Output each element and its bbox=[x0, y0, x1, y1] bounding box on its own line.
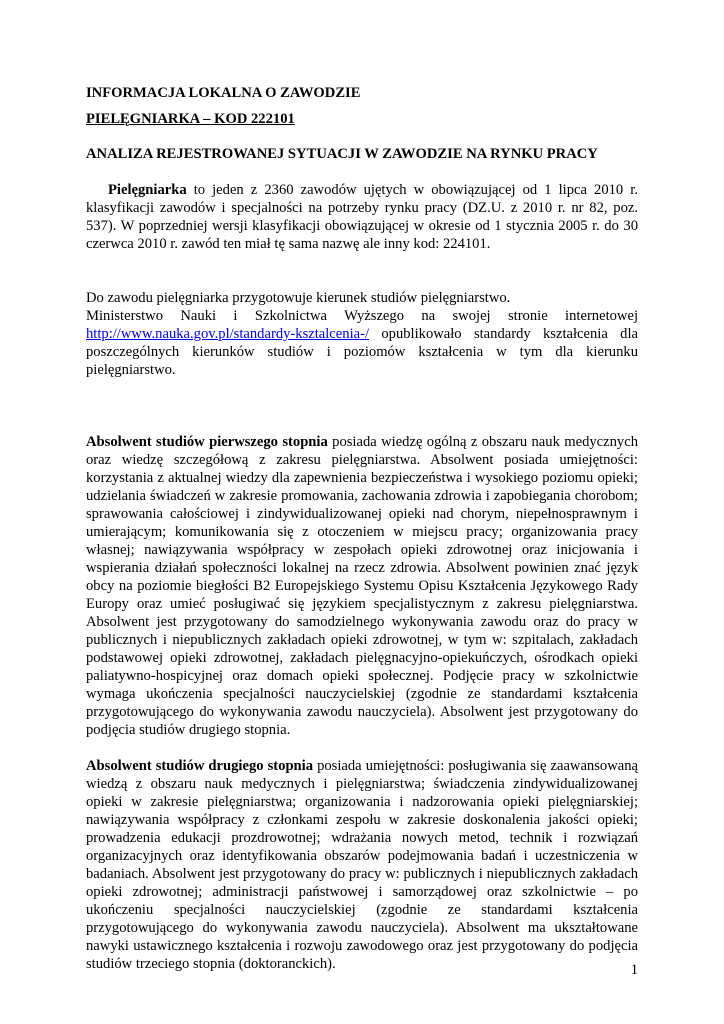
ministry-text-continued: opublikowało standardy kształcenia dla poszczególnych kierunków studiów i poziomów kształcenia w tym dla kierunku pielęgniarstwo. bbox=[86, 326, 638, 378]
document-title: INFORMACJA LOKALNA O ZAWODZIE bbox=[86, 85, 361, 101]
intro-text: to jeden z 2360 zawodów ujętych w obowiązującej od 1 lipca 2010 r. klasyfikacji zawodów i specjalności na potrzeby rynku pracy (DZ.U. z 2010 r. nr 82, poz. 537). W poprzedniej wersji klasyfikacji obowiązującej w okresie od 1 stycznia 2005 r. do 30 czerwca 2010 r. zawód ten miał tę sama nazwę ale inny kod: 224101. bbox=[86, 182, 638, 252]
first-degree-text: posiada wiedzę ogólną z obszaru nauk medycznych oraz wiedzę szczegółową z zakresu pielęgniarstwa. Absolwent posiada umiejętności: korzystania z aktualnej wiedzy dla zapewnienia bezpieczeństwa i wysokiego poziomu opieki; udzielania świadczeń w zakresie promowania, zachowania zdrowia i zapobiegania chorobom; sprawowania całościowej i zindywidualizowanej opieki nad chorym, niepełnosprawnym i umierającym; komunikowania się z otoczeniem w miejscu pracy; organizowania pracy własnej; nawiązywania współpracy w zespołach opieki zdrowotnej oraz inicjowania i wspierania działań społeczności lokalnej na rzecz zdrowia. Absolwent powinien znać język obcy na poziomie biegłości B2 Europejskiego Systemu Opisu Kształcenia Językowego Rady Europy oraz umieć posługiwać się językiem specjalistycznym z zakresu pielęgniarstwa. Absolwent jest przygotowany do samodzielnego wykonywania zawodu oraz do pracy w publicznych i niepublicznych zakładach opieki zdrowotnej, w tym w: szpitalach, zakładach podstawowej opieki zdrowotnej, zakładach pielęgnacyjno-opiekuńczych, ośrodkach opieki paliatywno-hospicyjnej oraz domach opieki społecznej. Podjęcie pracy w szkolnictwie wymaga ukończenia specjalności nauczycielskiej (zgodnie ze standardami kształcenia przygotowującego do wykonywania zawodu nauczyciela). Absolwent jest przygotowany do podjęcia studiów drugiego stopnia. bbox=[86, 434, 638, 738]
first-degree-paragraph bbox=[86, 433, 638, 739]
second-degree-bold-term: Absolwent studiów drugiego stopnia bbox=[86, 758, 314, 774]
occupation-code-title: PIELĘGNIARKA – KOD 222101 bbox=[86, 111, 295, 127]
intro-paragraph bbox=[86, 181, 638, 253]
ministry-text: Ministerstwo Nauki i Szkolnictwa Wyższego na swojej stronie internetowej bbox=[86, 308, 638, 324]
studies-line: Do zawodu pielęgniarka przygotowuje kierunek studiów pielęgniarstwo. bbox=[86, 290, 511, 306]
section-heading: ANALIZA REJESTROWANEJ SYTUACJI W ZAWODZIE NA RYNKU PRACY bbox=[86, 146, 598, 162]
second-degree-text: posiada umiejętności: posługiwania się zaawansowaną wiedzą z obszaru nauk medycznych i pielęgniarstwa; świadczenia zindywidualizowanej opieki w zakresie pielęgniarstwa; organizowania i nadzorowania opieki pielęgniarskiej; nawiązywania współpracy z członkami zespołu w zakresie doskonalenia jakości opieki; prowadzenia edukacji prozdrowotnej; wdrażania nowych metod, technik i rozwiązań organizacyjnych oraz identyfikowania obszarów podejmowania badań i uczestniczenia w badaniach. Absolwent jest przygotowany do pracy w: publicznych i niepublicznych zakładach opieki zdrowotnej; administracji państwowej i samorządowej oraz szkolnictwie – po ukończeniu specjalności nauczycielskiej (zgodnie ze standardami kształcenia przygotowującego do wykonywania zawodu nauczyciela). Absolwent ma ukształtowane nawyki ustawicznego kształcenia i rozwoju zawodowego oraz jest przygotowany do podjęcia studiów trzeciego stopnia (doktoranckich). bbox=[86, 758, 638, 972]
ministry-paragraph bbox=[86, 307, 638, 379]
first-degree-bold-term: Absolwent studiów pierwszego stopnia bbox=[86, 434, 328, 450]
second-degree-paragraph bbox=[86, 757, 638, 973]
intro-bold-term: Pielęgniarka bbox=[108, 182, 187, 198]
standards-link[interactable]: http://www.nauka.gov.pl/standardy-ksztalcenia-/ bbox=[86, 326, 370, 342]
document-page bbox=[86, 84, 638, 973]
page-number: 1 bbox=[630, 962, 638, 978]
